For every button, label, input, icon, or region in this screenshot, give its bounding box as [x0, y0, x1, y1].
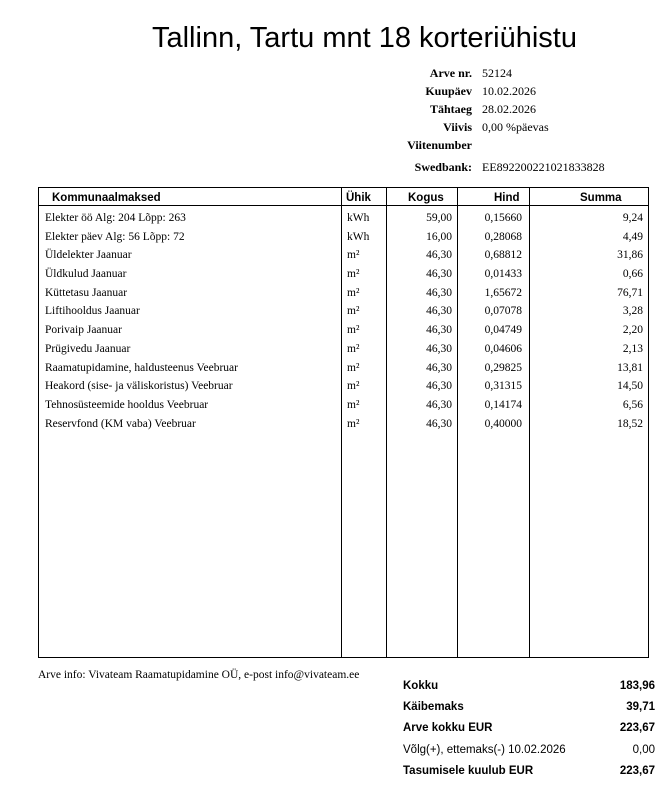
- total-value: 39,71: [626, 701, 655, 714]
- cell-service: Porivaip Jaanuar: [45, 324, 122, 337]
- total-label: Kokku: [403, 680, 439, 692]
- cell-unit: m²: [347, 342, 360, 355]
- cell-quantity: 46,30: [426, 268, 452, 281]
- cell-service: Prügivedu Jaanuar: [45, 342, 131, 355]
- table-row: [38, 284, 649, 303]
- cell-service: Liftihooldus Jaanuar: [45, 305, 140, 318]
- cell-sum: 2,20: [622, 324, 643, 337]
- cell-price: 0,15660: [484, 212, 522, 224]
- cell-unit: kWh: [347, 212, 370, 224]
- cell-sum: 0,66: [622, 268, 643, 281]
- meta-value: [472, 136, 482, 154]
- table-row: [38, 377, 649, 396]
- cell-quantity: 46,30: [426, 380, 452, 393]
- table-row: [38, 415, 649, 434]
- table-row: [38, 209, 649, 228]
- total-label: Käibemaks: [403, 701, 464, 714]
- table-row: [38, 265, 649, 284]
- cell-quantity: 46,30: [426, 342, 452, 355]
- total-value: 223,67: [619, 722, 655, 735]
- cell-sum: 14,50: [617, 380, 643, 393]
- meta-row-date: [392, 82, 605, 100]
- cell-quantity: 46,30: [426, 361, 452, 374]
- meta-row-bank: [392, 158, 605, 176]
- meta-value: 0,00 %päevas: [482, 120, 549, 134]
- total-row-amount-due: [403, 761, 655, 782]
- cell-quantity: 59,00: [426, 212, 452, 224]
- cell-service: Elekter öö Alg: 204 Lõpp: 263: [45, 212, 186, 224]
- cell-price: 1,65672: [484, 286, 522, 299]
- table-row: [38, 396, 649, 415]
- meta-row-reference: [392, 136, 605, 154]
- cell-price: 0,40000: [484, 417, 522, 430]
- meta-label: Swedbank:: [414, 160, 472, 174]
- total-row-invoice-total: [403, 718, 655, 739]
- cell-service: Tehnosüsteemide hooldus Veebruar: [45, 398, 209, 411]
- cell-price: 0,28068: [484, 230, 522, 243]
- table-row: [38, 321, 649, 340]
- invoice-info: Arve info: Vivateam Raamatupidamine OÜ, e-post info@vivateam.ee: [38, 669, 360, 681]
- cell-unit: m²: [347, 398, 360, 411]
- cell-unit: m²: [347, 286, 360, 299]
- meta-value: 52124: [482, 66, 512, 80]
- cell-unit: m²: [347, 305, 360, 318]
- meta-label: Viivis: [443, 120, 472, 134]
- cell-unit: m²: [347, 249, 360, 262]
- cell-unit: kWh: [347, 230, 370, 243]
- cell-service: Küttetasu Jaanuar: [45, 286, 128, 299]
- total-label: Tasumisele kuulub EUR: [403, 764, 534, 777]
- cell-service: Elekter päev Alg: 56 Lõpp: 72: [45, 230, 185, 243]
- column-header-sum: Summa: [580, 192, 622, 204]
- total-label: Võlg(+), ettemaks(-) 10.02.2026: [403, 743, 566, 756]
- cell-unit: m²: [347, 268, 360, 281]
- cell-quantity: 46,30: [426, 249, 452, 262]
- cell-service: Reservfond (KM vaba) Veebruar: [45, 417, 196, 430]
- cell-quantity: 46,30: [426, 398, 452, 411]
- cell-sum: 6,56: [622, 398, 643, 411]
- table-row: [38, 359, 649, 378]
- cell-quantity: 46,30: [426, 286, 452, 299]
- total-row-subtotal: [403, 676, 655, 697]
- meta-value: 28.02.2026: [482, 102, 536, 116]
- meta-row-penalty: [392, 118, 605, 136]
- cell-quantity: 46,30: [426, 305, 452, 318]
- cell-price: 0,14174: [484, 398, 522, 411]
- header-divider: [39, 205, 648, 206]
- cell-sum: 2,13: [622, 342, 643, 355]
- cell-unit: m²: [347, 361, 360, 374]
- totals-block: [403, 676, 655, 782]
- total-row-vat: [403, 697, 655, 718]
- column-header-service: Kommunaalmaksed: [52, 192, 161, 204]
- cell-price: 0,31315: [484, 380, 522, 393]
- cell-unit: m²: [347, 417, 360, 430]
- cell-price: 0,29825: [484, 361, 522, 374]
- total-value: 183,96: [619, 680, 655, 692]
- cell-price: 0,68812: [484, 249, 522, 262]
- cell-sum: 4,49: [622, 230, 643, 243]
- cell-price: 0,01433: [484, 268, 522, 281]
- meta-label: Arve nr.: [429, 66, 472, 80]
- table-row: [38, 228, 649, 247]
- invoice-meta: [392, 64, 605, 176]
- meta-row-invoice-number: [392, 64, 605, 82]
- total-value: 223,67: [619, 764, 655, 777]
- cell-price: 0,04749: [484, 324, 522, 337]
- meta-label: Viitenumber: [407, 138, 472, 152]
- cell-price: 0,07078: [484, 305, 522, 318]
- cell-service: Üldelekter Jaanuar: [45, 249, 132, 262]
- total-label: Arve kokku EUR: [403, 722, 493, 735]
- cell-service: Heakord (sise- ja väliskoristus) Veebruar: [45, 380, 233, 393]
- cell-sum: 9,24: [622, 212, 643, 224]
- cell-sum: 31,86: [617, 249, 643, 262]
- column-header-price: Hind: [494, 192, 520, 204]
- cell-unit: m²: [347, 380, 360, 393]
- cell-quantity: 16,00: [426, 230, 452, 243]
- meta-label: Tähtaeg: [430, 102, 472, 116]
- meta-value: EE892200221021833828: [482, 160, 605, 174]
- table-row: [38, 340, 649, 359]
- cell-sum: 3,28: [622, 305, 643, 318]
- cell-unit: m²: [347, 324, 360, 337]
- cell-service: Üldkulud Jaanuar: [45, 268, 127, 281]
- table-row: [38, 302, 649, 321]
- total-row-balance: [403, 740, 655, 761]
- column-header-unit: Ühik: [346, 192, 371, 204]
- table-row: [38, 246, 649, 265]
- cell-sum: 13,81: [617, 361, 643, 374]
- cell-quantity: 46,30: [426, 417, 452, 430]
- cell-sum: 76,71: [617, 286, 643, 299]
- document-title: Tallinn, Tartu mnt 18 korteriühistu: [151, 22, 577, 54]
- cell-quantity: 46,30: [426, 324, 452, 337]
- column-header-quantity: Kogus: [408, 192, 444, 204]
- cell-service: Raamatupidamine, haldusteenus Veebruar: [45, 361, 238, 374]
- cell-price: 0,04606: [484, 342, 522, 355]
- charges-table-body: [38, 209, 649, 433]
- meta-label: Kuupäev: [425, 84, 472, 98]
- total-value: 0,00: [632, 743, 655, 756]
- cell-sum: 18,52: [617, 417, 643, 430]
- meta-row-due-date: [392, 100, 605, 118]
- meta-value: 10.02.2026: [482, 84, 536, 98]
